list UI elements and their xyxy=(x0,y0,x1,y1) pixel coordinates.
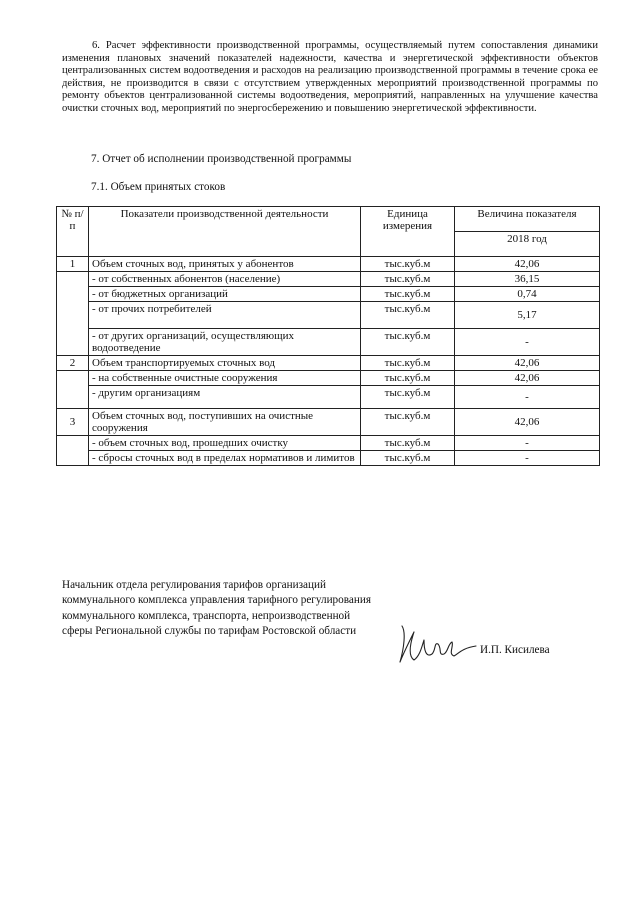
row-value: - xyxy=(455,436,600,451)
row-num xyxy=(57,272,89,356)
row-unit: тыс.куб.м xyxy=(361,386,455,409)
section-heading-7: 7. Отчет об исполнении производственной программы xyxy=(91,153,352,165)
table-row xyxy=(57,302,600,329)
table-row xyxy=(57,356,600,371)
row-indicator: - от собственных абонентов (население) xyxy=(89,272,361,287)
table-row xyxy=(57,451,600,466)
row-indicator: Объем транспортируемых сточных вод xyxy=(89,356,361,371)
row-num: 2 xyxy=(57,356,89,371)
row-value: - xyxy=(455,329,600,356)
row-value: 42,06 xyxy=(455,257,600,272)
row-unit: тыс.куб.м xyxy=(361,356,455,371)
header-indicator: Показатели производственной деятельности xyxy=(89,207,361,257)
row-value: 42,06 xyxy=(455,409,600,436)
row-num: 1 xyxy=(57,257,89,272)
table-row xyxy=(57,386,600,409)
row-indicator: Объем сточных вод, поступивших на очистные сооружения xyxy=(89,409,361,436)
row-unit: тыс.куб.м xyxy=(361,302,455,329)
paragraph-6: 6. Расчет эффективности производственной программы, осуществляемый путем сопоставления динамики изменения плановых значений показателей надежности, качества и энергетической эффективности объектов централизованных систем водоотведения и расходов на реализацию производственной программы в течение срока ее действия, не производится в связи с отсутствием утвержденных мероприятий производственной программы по ремонту объектов централизованной системы водоотведения, мероприятий, направленных на улучшение качества очистки сточных вод, мероприятий по энергосбережению и повышению энергетической эффективности. xyxy=(62,40,598,114)
row-num xyxy=(57,371,89,409)
row-unit: тыс.куб.м xyxy=(361,329,455,356)
handwritten-signature xyxy=(388,618,478,668)
row-indicator: - другим организациям xyxy=(89,386,361,409)
table-row xyxy=(57,371,600,386)
row-value: 5,17 xyxy=(455,302,600,329)
table-row xyxy=(57,272,600,287)
row-unit: тыс.куб.м xyxy=(361,371,455,386)
row-num xyxy=(57,436,89,466)
row-num: 3 xyxy=(57,409,89,436)
table-row xyxy=(57,409,600,436)
row-indicator: - объем сточных вод, прошедших очистку xyxy=(89,436,361,451)
table-row xyxy=(57,436,600,451)
row-unit: тыс.куб.м xyxy=(361,287,455,302)
signatory-position: Начальник отдела регулирования тарифов организаций коммунального комплекса управления тарифного регулирования коммунального комплекса, транспорта, непроизводственной сферы Региональной службы по тарифам Ростовской области xyxy=(62,579,371,638)
row-unit: тыс.куб.м xyxy=(361,451,455,466)
wastewater-volume-table xyxy=(56,206,600,466)
table-header-row xyxy=(57,207,600,232)
table-row xyxy=(57,287,600,302)
row-value: 36,15 xyxy=(455,272,600,287)
table-row xyxy=(57,329,600,356)
row-unit: тыс.куб.м xyxy=(361,409,455,436)
header-unit: Единица измерения xyxy=(361,207,455,257)
row-indicator: - сбросы сточных вод в пределах нормативов и лимитов xyxy=(89,451,361,466)
row-value: - xyxy=(455,451,600,466)
row-unit: тыс.куб.м xyxy=(361,436,455,451)
row-indicator: - на собственные очистные сооружения xyxy=(89,371,361,386)
section-heading-7-1: 7.1. Объем принятых стоков xyxy=(91,181,226,193)
row-unit: тыс.куб.м xyxy=(361,272,455,287)
header-value: Величина показателя xyxy=(455,207,600,232)
row-indicator: - от других организаций, осуществляющих водоотведение xyxy=(89,329,361,356)
row-value: - xyxy=(455,386,600,409)
row-value: 42,06 xyxy=(455,371,600,386)
table-row xyxy=(57,257,600,272)
row-value: 42,06 xyxy=(455,356,600,371)
row-indicator: - от бюджетных организаций xyxy=(89,287,361,302)
row-value: 0,74 xyxy=(455,287,600,302)
signer-name: И.П. Кисилева xyxy=(480,644,550,656)
header-num: № п/п xyxy=(57,207,89,257)
row-indicator: - от прочих потребителей xyxy=(89,302,361,329)
header-year: 2018 год xyxy=(455,232,600,257)
row-unit: тыс.куб.м xyxy=(361,257,455,272)
row-indicator: Объем сточных вод, принятых у абонентов xyxy=(89,257,361,272)
